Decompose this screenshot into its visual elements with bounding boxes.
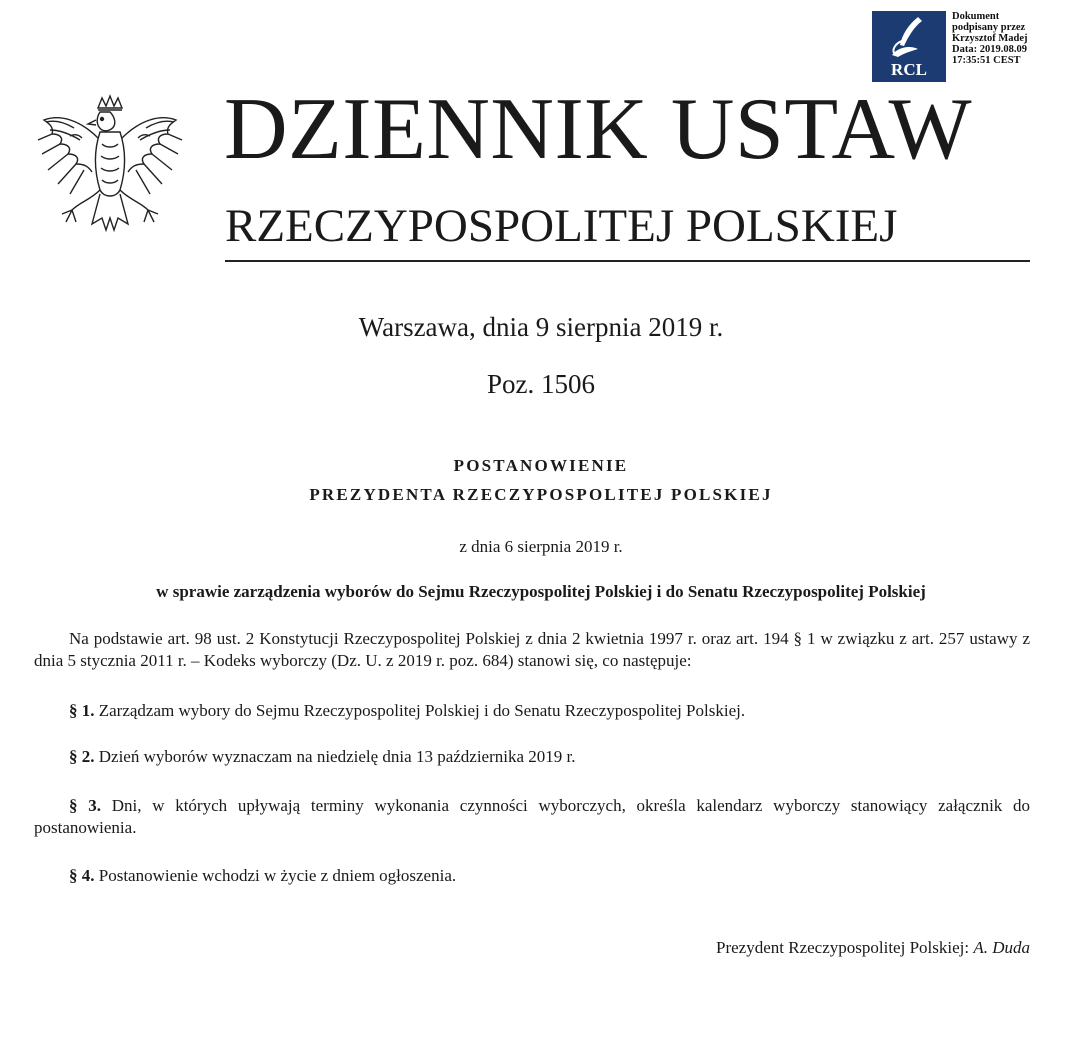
masthead-divider — [225, 260, 1030, 262]
paragraph-2 — [34, 746, 1030, 768]
stamp-line: Data: 2019.08.09 — [952, 44, 1027, 55]
signatory-role: Prezydent Rzeczypospolitej Polskiej: — [716, 938, 970, 957]
issue-date: Warszawa, dnia 9 sierpnia 2019 r. — [358, 312, 724, 342]
position-number: Poz. 1506 — [487, 369, 595, 399]
stamp-line: podpisany przez — [952, 22, 1026, 33]
stamp-line: Krzysztof Madej — [952, 33, 1028, 44]
gazette-title: DZIENNIK USTAW — [224, 81, 973, 178]
paragraph-text: Postanowienie wchodzi w życie z dniem ogłoszenia. — [98, 866, 457, 885]
paragraph-label: § 4. — [69, 866, 95, 885]
polish-eagle-emblem-icon — [30, 90, 190, 260]
gazette-subtitle: RZECZYPOSPOLITEJ POLSKIEJ — [225, 200, 898, 252]
paragraph-1 — [34, 700, 1030, 722]
paragraph-label: § 1. — [69, 701, 95, 720]
document-issuer: PREZYDENTA RZECZYPOSPOLITEJ POLSKIEJ — [309, 485, 773, 504]
paragraph-4 — [34, 865, 1030, 887]
document-subject: w sprawie zarządzenia wyborów do Sejmu Rzeczypospolitej Polskiej i do Senatu Rzeczypospolitej Polskiej — [156, 582, 926, 601]
paragraph-text: Zarządzam wybory do Sejmu Rzeczypospolitej Polskiej i do Senatu Rzeczypospolitej Polskiej. — [98, 701, 746, 720]
preamble: Na podstawie art. 98 ust. 2 Konstytucji Rzeczypospolitej Polskiej z dnia 2 kwietnia 1997 r. oraz art. 194 § 1 w związku z art. 257 ustawy z dnia 5 stycznia 2011 r. – Kodeks wyborczy (Dz. U. z 2019 r. poz. 684) stanowi się, co następuje: — [34, 629, 1030, 670]
paragraph-text: Dzień wyborów wyznaczam na niedzielę dnia 13 października 2019 r. — [98, 747, 576, 766]
document-date: z dnia 6 sierpnia 2019 r. — [459, 537, 623, 556]
rcl-logo-text: RCL — [891, 60, 927, 79]
signature-stamp-text — [952, 11, 1078, 66]
signature-line — [716, 937, 1030, 959]
stamp-line: Dokument — [952, 11, 1000, 22]
paragraph-label: § 3. — [69, 796, 101, 815]
rcl-signature-logo — [872, 11, 946, 82]
stamp-line: 17:35:51 CEST — [952, 55, 1021, 66]
document-type: POSTANOWIENIE — [453, 456, 629, 475]
paragraph-text: Dni, w których upływają terminy wykonania czynności wyborczych, określa kalendarz wyborczy stanowiący załącznik do postanowienia. — [34, 796, 1031, 837]
paragraph-label: § 2. — [69, 747, 95, 766]
paragraph-3 — [34, 795, 1030, 839]
signatory-name: A. Duda — [973, 938, 1030, 957]
